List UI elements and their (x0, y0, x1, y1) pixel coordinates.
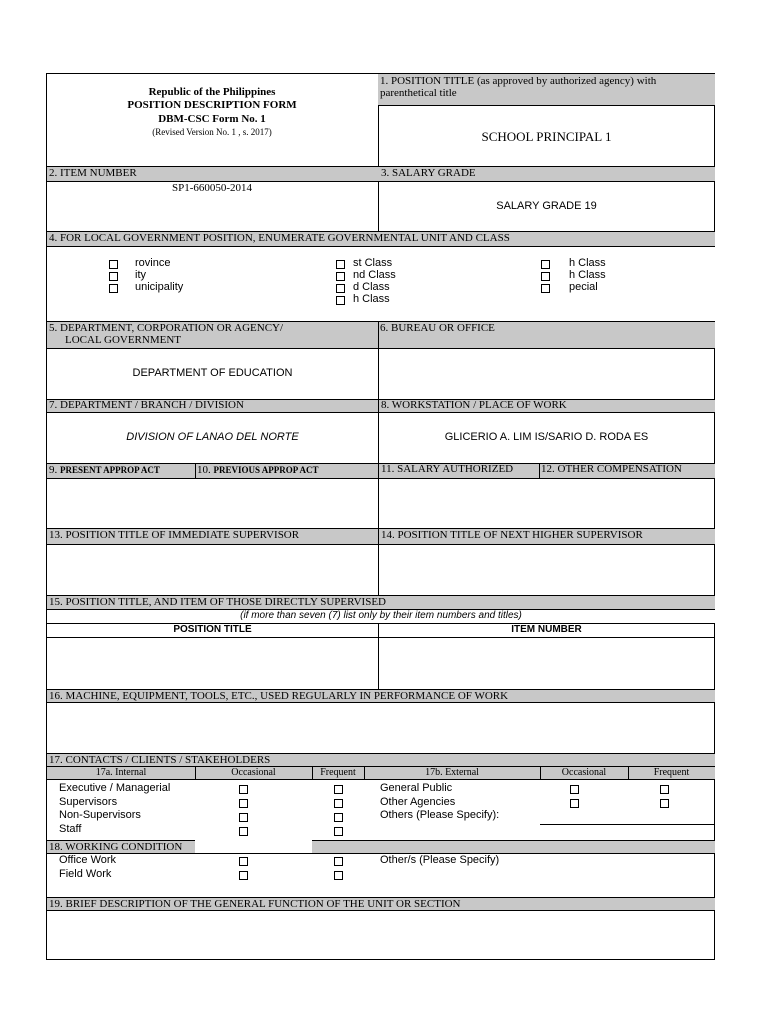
working-field: Field Work (59, 868, 112, 880)
section-5-label-line2: LOCAL GOVERNMENT (65, 334, 181, 346)
internal-header: 17a. Internal (95, 767, 147, 778)
general-public-occasional-checkbox[interactable] (570, 785, 579, 794)
supervisors-occasional-checkbox[interactable] (239, 799, 248, 808)
workstation-value[interactable]: GLICERIO A. LIM IS/SARIO D. RODA ES (444, 431, 649, 443)
executive-frequent-checkbox[interactable] (334, 785, 343, 794)
division-value[interactable]: DIVISION OF LANAO DEL NORTE (126, 431, 299, 443)
section-16-label: 16. MACHINE, EQUIPMENT, TOOLS, ETC., USED REGULARLY IN PERFORMANCE OF WORK (47, 689, 715, 703)
staff-frequent-checkbox[interactable] (334, 827, 343, 836)
section-1-label-line2: parenthetical title (380, 87, 457, 99)
section-7-label: 7. DEPARTMENT / BRANCH / DIVISION (49, 399, 244, 411)
office-work-frequent-checkbox[interactable] (334, 857, 343, 866)
section-5-label-line1: 5. DEPARTMENT, CORPORATION OR AGENCY/ (49, 322, 284, 334)
internal-occasional-header: Occasional (231, 767, 276, 778)
header-form-no: DBM-CSC Form No. 1 (158, 113, 266, 125)
others-specify-line[interactable] (540, 824, 715, 825)
lgu-city: ity (135, 269, 146, 281)
lgu-municipality: unicipality (135, 281, 184, 293)
section-3-label: 3. SALARY GRADE (381, 167, 476, 179)
working-others: Other/s (Please Specify) (380, 854, 500, 866)
section-18-label: 18. WORKING CONDITION (47, 840, 715, 854)
contact-staff: Staff (59, 823, 82, 835)
note-divider (47, 623, 715, 624)
municipality-checkbox[interactable] (109, 284, 118, 293)
class-4-label: h Class (353, 293, 390, 305)
position-title-value[interactable]: SCHOOL PRINCIPAL 1 (481, 129, 612, 144)
divider-9-10 (195, 463, 196, 479)
salary-grade-value[interactable]: SALARY GRADE 19 (496, 200, 597, 212)
header-form-name: POSITION DESCRIPTION FORM (127, 99, 297, 111)
position-description-form (46, 73, 715, 960)
contact-others-specify: Others (Please Specify): (380, 809, 500, 821)
contact-other-agencies: Other Agencies (380, 796, 456, 808)
section-14-label: 14. POSITION TITLE OF NEXT HIGHER SUPERVISOR (381, 529, 643, 541)
office-work-occasional-checkbox[interactable] (239, 857, 248, 866)
internal-frequent-header: Frequent (320, 767, 356, 778)
section-19-label: 19. BRIEF DESCRIPTION OF THE GENERAL FUNCTION OF THE UNIT OR SECTION (47, 897, 715, 911)
lgu-province: rovince (135, 257, 171, 269)
section-10-num: 10. (197, 464, 211, 476)
special-class-checkbox[interactable] (541, 284, 550, 293)
staff-occasional-checkbox[interactable] (239, 827, 248, 836)
external-frequent-header: Frequent (653, 767, 690, 778)
section-18-gap (195, 840, 312, 854)
class-6-checkbox[interactable] (541, 272, 550, 281)
non-supervisors-frequent-checkbox[interactable] (334, 813, 343, 822)
class-4-checkbox[interactable] (336, 296, 345, 305)
general-public-frequent-checkbox[interactable] (660, 785, 669, 794)
section-1-label-line1: 1. POSITION TITLE (as approved by authorized agency) with (380, 75, 657, 87)
class-1-label: st Class (353, 257, 393, 269)
field-work-occasional-checkbox[interactable] (239, 871, 248, 880)
contact-non-supervisors: Non-Supervisors (59, 809, 141, 821)
divider-15 (378, 623, 379, 689)
section-10-number (197, 464, 319, 476)
section-2-label: 2. ITEM NUMBER (49, 167, 137, 179)
class-2-label: nd Class (353, 269, 396, 281)
section-17-label: 17. CONTACTS / CLIENTS / STAKEHOLDERS (47, 753, 715, 767)
other-agencies-occasional-checkbox[interactable] (570, 799, 579, 808)
other-agencies-frequent-checkbox[interactable] (660, 799, 669, 808)
item-number-header: ITEM NUMBER (511, 624, 582, 635)
section-15-label: 15. POSITION TITLE, AND ITEM OF THOSE DIRECTLY SUPERVISED (47, 595, 715, 610)
contact-general-public: General Public (380, 782, 453, 794)
class-6-label: h Class (569, 269, 606, 281)
city-checkbox[interactable] (109, 272, 118, 281)
contact-executive: Executive / Managerial (59, 782, 171, 794)
class-2-checkbox[interactable] (336, 272, 345, 281)
section-11-label: 11. SALARY AUTHORIZED (381, 463, 514, 475)
external-occasional-header: Occasional (561, 767, 607, 778)
header-divider (47, 637, 715, 638)
province-checkbox[interactable] (109, 260, 118, 269)
section-12-label: 12. OTHER COMPENSATION (541, 463, 682, 475)
class-1-checkbox[interactable] (336, 260, 345, 269)
section-4-label: 4. FOR LOCAL GOVERNMENT POSITION, ENUMERATE GOVERNMENTAL UNIT AND CLASS (47, 231, 715, 247)
item-number-value[interactable]: SP1-660050-2014 (171, 182, 253, 194)
header-republic: Republic of the Philippines (148, 86, 276, 98)
position-title-header: POSITION TITLE (173, 624, 252, 635)
divider-lower (378, 321, 379, 623)
section-9-number (49, 464, 160, 476)
section-5-label (47, 321, 378, 349)
contact-supervisors: Supervisors (59, 796, 118, 808)
section-15-note: (if more than seven (7) list only by their item numbers and titles) (240, 610, 522, 621)
external-header: 17b. External (425, 767, 479, 778)
section-13-label: 13. POSITION TITLE OF IMMEDIATE SUPERVISOR (49, 529, 300, 541)
class-3-checkbox[interactable] (336, 284, 345, 293)
supervisors-frequent-checkbox[interactable] (334, 799, 343, 808)
section-9-label: PRESENT APPROP ACT (60, 465, 160, 475)
section-9-num: 9. (49, 464, 58, 476)
non-supervisors-occasional-checkbox[interactable] (239, 813, 248, 822)
working-office: Office Work (59, 854, 117, 866)
header-revised: (Revised Version No. 1 , s. 2017) (152, 127, 272, 137)
section-1-label (378, 74, 715, 106)
class-3-label: d Class (353, 281, 390, 293)
class-5-checkbox[interactable] (541, 260, 550, 269)
divider-11-12 (539, 463, 540, 479)
class-5-label: h Class (569, 257, 606, 269)
executive-occasional-checkbox[interactable] (239, 785, 248, 794)
field-work-frequent-checkbox[interactable] (334, 871, 343, 880)
section-6-label: 6. BUREAU OR OFFICE (378, 321, 715, 349)
section-8-label: 8. WORKSTATION / PLACE OF WORK (381, 399, 567, 411)
special-class-label: pecial (569, 281, 598, 293)
department-value[interactable]: DEPARTMENT OF EDUCATION (132, 367, 293, 379)
section-10-label: PREVIOUS APPROP ACT (213, 465, 319, 475)
